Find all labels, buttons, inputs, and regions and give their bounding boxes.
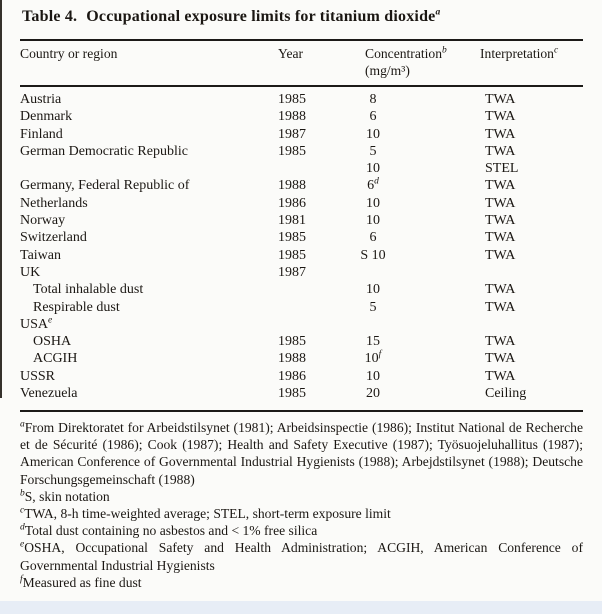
cell-concentration [340, 385, 406, 402]
country-name: Finland [20, 126, 63, 142]
scan-bottom-edge-band [0, 601, 602, 614]
cell-concentration [340, 350, 406, 367]
cell-concentration [340, 126, 406, 143]
footnotes-block [20, 419, 583, 591]
table-row [20, 177, 583, 194]
country-name: Germany, Federal Republic of [20, 178, 190, 194]
concentration-value: 6 [369, 230, 377, 246]
cell-year: 1985 [278, 230, 306, 246]
footnote-marker: b [20, 488, 25, 499]
concentration-value: 5 [369, 299, 377, 315]
footnote-marker: a [20, 419, 25, 430]
cell-year: 1987 [278, 126, 306, 142]
cell-country [20, 350, 278, 367]
table-row [20, 91, 583, 108]
table-title-text: Occupational exposure limits for titanium dioxide [86, 8, 436, 25]
cell-year: 1986 [278, 195, 306, 211]
cell-year: 1988 [278, 351, 306, 367]
cell-concentration [340, 299, 406, 316]
footnote-text: OSHA, Occupational Safety and Health Administration; ACGIH, American Conference of Governmental Industrial Hygienists [20, 540, 583, 573]
concentration-footnote-marker: d [374, 176, 379, 187]
concentration-value: 15 [366, 334, 380, 350]
footnote-marker: e [20, 539, 25, 550]
column-header-concentration-label: Concentration [365, 46, 443, 61]
cell-interpretation: TWA [485, 92, 516, 107]
cell-year: 1988 [278, 109, 306, 125]
footnote [20, 488, 583, 505]
country-name: OSHA [33, 334, 72, 350]
cell-concentration [340, 160, 406, 177]
concentration-value: 10 [366, 161, 380, 177]
country-name: USA [20, 316, 49, 332]
cell-concentration [340, 247, 406, 264]
cell-concentration [340, 229, 406, 246]
country-name: German Democratic Republic [20, 143, 188, 159]
cell-country [20, 160, 278, 177]
table-title-number: Table 4. [22, 8, 78, 25]
country-name: USSR [20, 368, 56, 384]
cell-year [278, 160, 340, 177]
concentration-value: 6 [367, 178, 375, 194]
cell-year: 1987 [278, 264, 306, 280]
concentration-footnote-marker: f [378, 349, 382, 360]
cell-interpretation: TWA [485, 334, 516, 350]
table-title [22, 8, 582, 26]
cell-interpretation: Ceiling [485, 386, 527, 402]
cell-concentration [340, 91, 406, 108]
cell-year: 1985 [278, 92, 306, 107]
cell-country [20, 333, 278, 350]
table-row [20, 160, 583, 177]
footnote-marker: c [20, 505, 25, 516]
table-title-footnote-marker: a [435, 7, 441, 18]
country-name: Venezuela [20, 386, 78, 402]
cell-interpretation: STEL [485, 161, 519, 177]
table-row [20, 212, 583, 229]
table-header-row [20, 46, 583, 79]
country-name: Denmark [20, 109, 73, 125]
cell-interpretation: TWA [485, 351, 516, 367]
concentration-value: 6 [369, 109, 377, 125]
country-name: ACGIH [33, 351, 78, 367]
footnote-text: Total dust containing no asbestos and < 1% free silica [24, 523, 318, 539]
cell-country [20, 299, 278, 316]
footnote [20, 574, 583, 591]
footnote-marker: d [20, 522, 25, 533]
cell-country [20, 177, 278, 194]
cell-year [278, 281, 340, 298]
cell-concentration [340, 212, 406, 229]
concentration-value: 20 [366, 386, 380, 402]
column-header-interpretation-footnote-marker: c [553, 45, 559, 56]
table-row [20, 229, 583, 246]
cell-concentration [340, 108, 406, 125]
country-name: Switzerland [20, 230, 87, 246]
table-row [20, 126, 583, 143]
column-header-year [278, 46, 340, 79]
scan-left-edge-line [0, 0, 2, 398]
cell-interpretation: TWA [485, 368, 516, 384]
cell-year: 1981 [278, 213, 306, 229]
cell-concentration [340, 177, 406, 194]
table-rule-bottom [20, 410, 583, 412]
concentration-value: 5 [369, 143, 377, 159]
country-name: Total inhalable dust [33, 282, 144, 298]
cell-country [20, 385, 278, 402]
footnote-text: Measured as fine dust [22, 574, 142, 590]
footnote [20, 505, 583, 522]
country-footnote-marker: e [48, 315, 53, 326]
concentration-value: 10 [366, 368, 380, 384]
concentration-value: 10 [366, 282, 380, 298]
country-name: UK [20, 264, 41, 280]
cell-country [20, 195, 278, 212]
concentration-value: 10 [366, 195, 380, 211]
table-row [20, 368, 583, 385]
column-header-country-label: Country or region [20, 46, 118, 61]
cell-country [20, 126, 278, 143]
cell-interpretation: TWA [485, 195, 516, 211]
footnote [20, 539, 583, 573]
concentration-value: 10 [366, 213, 380, 229]
column-header-interpretation-label: Interpretation [480, 46, 554, 61]
cell-concentration [340, 316, 406, 333]
table-row [20, 316, 583, 333]
cell-concentration [340, 368, 406, 385]
footnote-text: S, skin notation [24, 488, 110, 504]
country-name: Norway [20, 213, 66, 229]
cell-interpretation: TWA [485, 230, 516, 246]
concentration-value: S 10 [360, 247, 386, 263]
cell-country [20, 247, 278, 264]
cell-country [20, 281, 278, 298]
column-header-concentration-line1 [365, 46, 480, 63]
country-name: Respirable dust [33, 299, 120, 315]
cell-year: 1988 [278, 178, 306, 194]
table-row [20, 350, 583, 367]
table-row [20, 143, 583, 160]
cell-year: 1985 [278, 143, 306, 159]
country-name: Taiwan [20, 247, 62, 263]
cell-interpretation [485, 316, 583, 333]
table-row [20, 247, 583, 264]
concentration-value: 8 [369, 92, 377, 107]
cell-interpretation: TWA [485, 143, 516, 159]
cell-year [278, 316, 340, 333]
cell-interpretation: TWA [485, 178, 516, 194]
concentration-value: 10 [366, 126, 380, 142]
cell-concentration [340, 195, 406, 212]
cell-concentration [340, 281, 406, 298]
cell-country [20, 264, 278, 281]
cell-interpretation: TWA [485, 109, 516, 125]
column-header-concentration-unit: (mg/m³) [365, 62, 410, 78]
cell-concentration [340, 333, 406, 350]
cell-interpretation: TWA [485, 247, 516, 263]
table-row [20, 385, 583, 402]
table-body [20, 91, 583, 402]
cell-concentration [340, 264, 406, 281]
cell-year: 1985 [278, 334, 306, 350]
cell-interpretation: TWA [485, 213, 516, 229]
footnote-text: From Direktoratet for Arbeidstilsynet (1981); Arbeidsinspectie (1986); Institut National de Recherche et de Sécurité (1986); Cook (1987); Health and Safety Executive (1987); Työsuojeluhallitus (1987); American Conference of Governmental Industrial Hygienists (1988); Arbejdstilsynet (1988); Deutsche Forschungsgemeinschaft (1988) [20, 420, 583, 487]
cell-year: 1985 [278, 386, 306, 402]
cell-interpretation: TWA [485, 299, 516, 315]
cell-country [20, 212, 278, 229]
cell-country [20, 143, 278, 160]
cell-country [20, 229, 278, 246]
cell-interpretation: TWA [485, 126, 516, 142]
column-header-country [20, 46, 278, 79]
column-header-year-label: Year [278, 46, 304, 61]
cell-year: 1986 [278, 368, 306, 384]
column-header-interpretation [480, 46, 583, 79]
cell-year: 1985 [278, 247, 306, 263]
column-header-concentration-footnote-marker: b [442, 45, 447, 56]
cell-interpretation [485, 264, 583, 281]
table-row [20, 108, 583, 125]
cell-country [20, 108, 278, 125]
footnote-text: TWA, 8-h time-weighted average; STEL, short-term exposure limit [24, 506, 391, 522]
cell-concentration [340, 143, 406, 160]
cell-country [20, 316, 278, 333]
table-row [20, 281, 583, 298]
country-name: Austria [20, 92, 62, 107]
footnote [20, 522, 583, 539]
cell-country [20, 91, 278, 108]
country-name: Netherlands [20, 195, 88, 211]
column-header-concentration [340, 46, 480, 79]
table-rule-header-bottom [20, 85, 583, 87]
cell-country [20, 368, 278, 385]
concentration-value: 10 [364, 351, 379, 367]
footnote-marker: f [20, 574, 23, 585]
table-row [20, 333, 583, 350]
table-rule-top [20, 39, 583, 41]
cell-year [278, 299, 340, 316]
table-row [20, 299, 583, 316]
footnote [20, 419, 583, 488]
table-row [20, 264, 583, 281]
table-row [20, 195, 583, 212]
cell-interpretation: TWA [485, 282, 516, 298]
